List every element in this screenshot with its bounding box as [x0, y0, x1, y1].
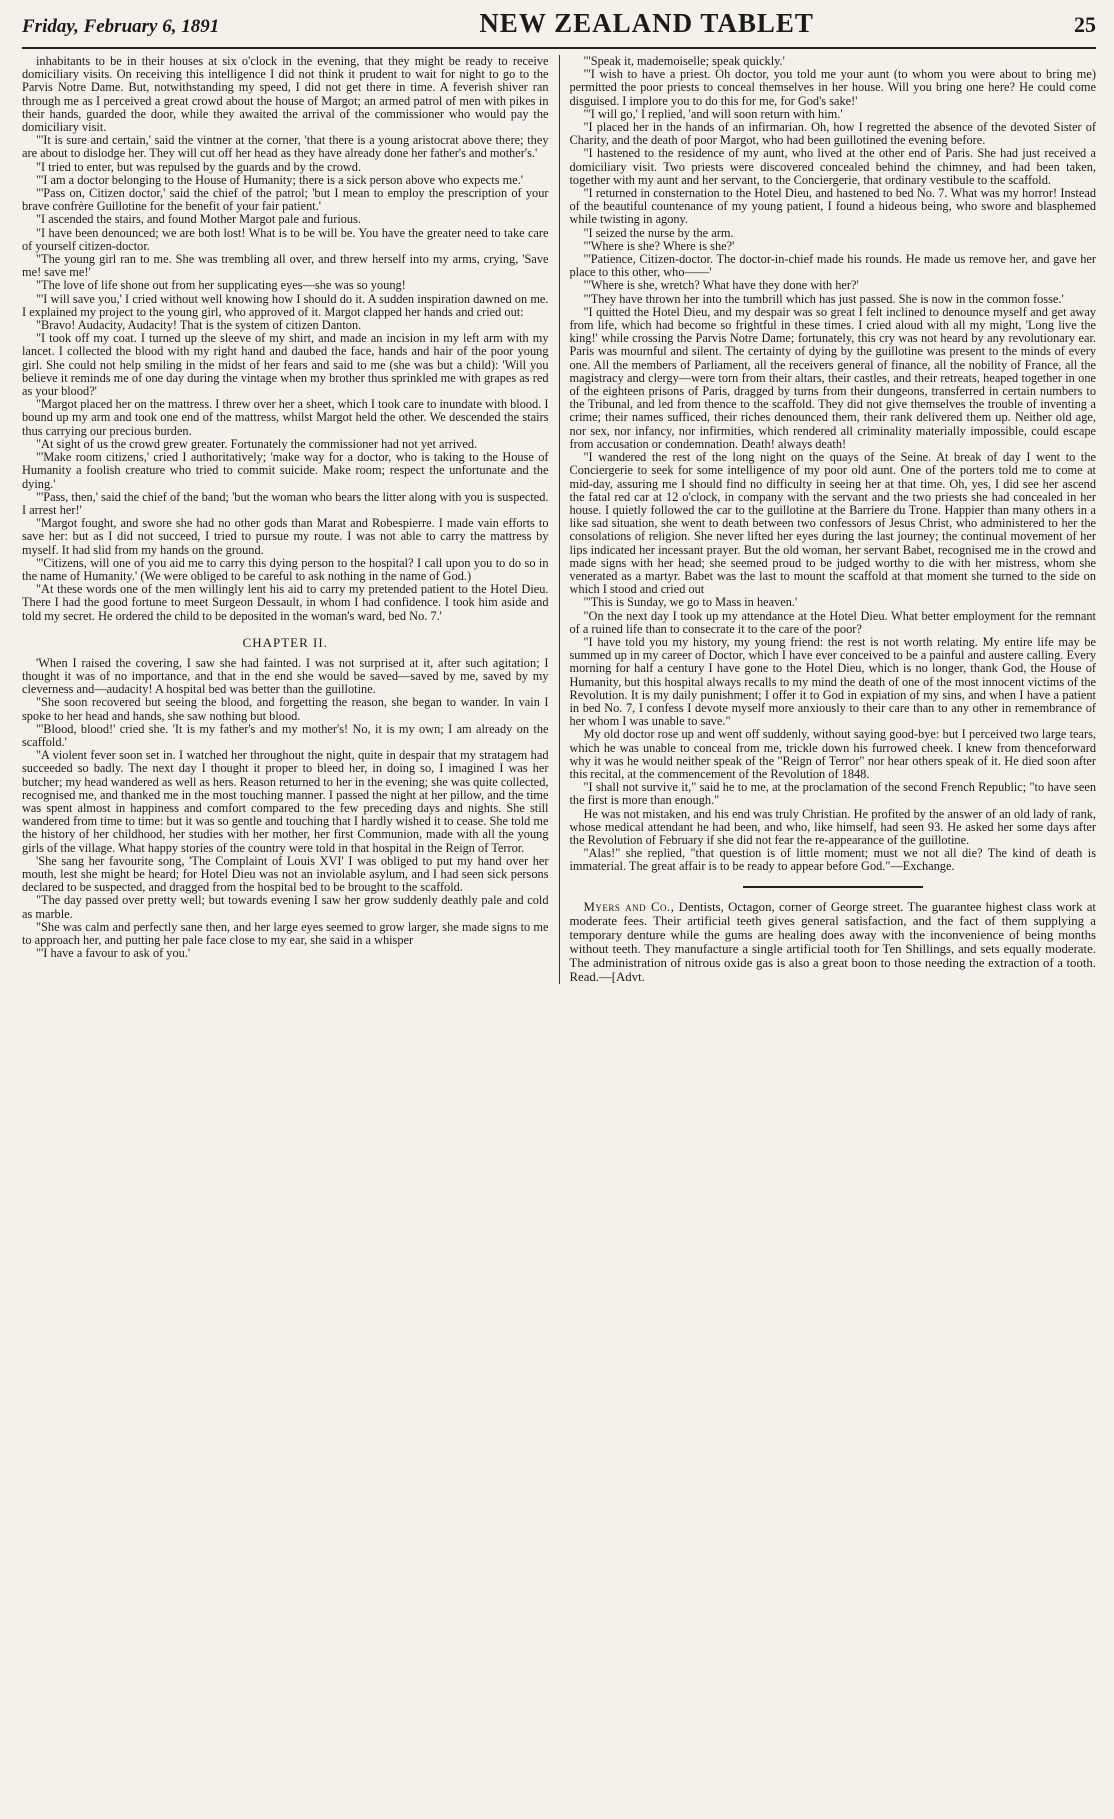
article-paragraph: "Bravo! Audacity, Audacity! That is the system of citizen Danton.	[36, 318, 362, 333]
issue-date: Friday, February 6, 1891	[22, 16, 220, 37]
article-paragraph: "'Citizens, will one of you aid me to carry this dying person to the hospital? I call upon you to do so in the name of Humanity.' (We were obliged to be careful to ask nothing in the name of God.)	[22, 555, 549, 583]
right-column	[560, 55, 1097, 984]
article-paragraph: "I have told you my history, my young friend: the rest is not worth relating. My entire life may be summed up in my career of Doctor, which I have ever conceived to be a painful and austere calling. Every morning for half a century I have gone to the Hotel Dieu, which is no longer, thank God, the House of Humanity, but this hospital always recalls to my mind the death of one of the most innocent victims of the Revolution. It is my daily punishment; I offer it to God in expiation of my sins, and when I have a patient in bed No. 7, I confess I devote myself more anxiously to their care than to any other in remembrance of her whom I was unable to save."	[569, 634, 1096, 729]
article-paragraph: "She was calm and perfectly sane then, and her large eyes seemed to grow larger, she made signs to me to approach her, and putting her pale face close to my ear, she said in a whisper	[22, 919, 549, 947]
article-paragraph: "At these words one of the men willingly lent his aid to carry my pretended patient to the Hotel Dieu. There I had the good fortune to meet Surgeon Dessault, in whom I had confidence. I took him aside and told my secret. He ordered the child to be deposited in the woman's ward, bed No. 7.'	[22, 582, 549, 623]
article-paragraph: "'Pass on, Citizen doctor,' said the chief of the patrol; 'but I mean to employ the prescription of your brave confrère Guillotine for the benefit of your fair patient.'	[22, 186, 549, 214]
advertisement	[570, 900, 1097, 984]
article-paragraph: "I ascended the stairs, and found Mother Margot pale and furious.	[36, 212, 361, 227]
section-rule	[743, 886, 923, 888]
article-paragraph: "A violent fever soon set in. I watched her throughout the night, quite in despair that my stratagem had succeeded so badly. The next day I thought it proper to bleed her, in doing so, I imagined I was her butcher; my head wandered as well as hers. Reason returned to her in the evening; she was quite collected, recognised me, and thanked me in the most touching manner. I passed the night at her pillow, and the time was spent almost in happiness and comfort compared to the few preceding days and nights. She still wandered from time to time: but it was so gentle and touching that I hardly wished it to cease. She told me the history of her childhood, her studies with her mother, her first Communion, made with all the young girls of the village. What happy stories of the country were told in that hospital in the Reign of Terror.	[22, 748, 549, 855]
masthead	[22, 8, 1096, 49]
right-paragraphs	[570, 55, 1097, 874]
article-paragraph: "'They have thrown her into the tumbrill which has just passed. She is now in the common fosse.'	[583, 291, 1064, 306]
article-paragraph: "'Patience, Citizen-doctor. The doctor-in-chief made his rounds. He made us remove her, and gave her place to this other, who——'	[569, 252, 1096, 280]
article-paragraph: "She soon recovered but seeing the blood, and forgetting the reason, she began to wander. In vain I spoke to her head and hands, she saw nothing but blood.	[22, 695, 549, 723]
article-paragraph: "I took off my coat. I turned up the sleeve of my shirt, and made an incision in my left arm with my lancet. I collected the blood with my right hand and daubed the face, hands and hair of the poor young girl. She could not help smiling in the midst of her fears and said to me (she was but a child): 'Will you believe it reminds me of one day during the vintage when my brother thus sprinkled me with grapes as red as your blood?'	[22, 331, 549, 399]
article-paragraph: 'She sang her favourite song, 'The Complaint of Louis XVI' I was obliged to put my hand over her mouth, lest she might be heard; for Hotel Dieu was not an inviolable asylum, and I had seen sick persons declared to be suspected, and dragged from the hospital bed to be brought to the scaffold.	[22, 853, 549, 895]
article-paragraph: "On the next day I took up my attendance at the Hotel Dieu. What better employment for the remnant of a ruined life than to consecrate it to the care of the poor?	[569, 608, 1096, 636]
article-paragraph: "'I wish to have a priest. Oh doctor, you told me your aunt (to whom you were about to bring me) permitted the poor priests to conceal themselves in her house. Will you bring one here? He could come disguised. I implore you to do this for me, for God's sake!'	[569, 67, 1096, 108]
article-paragraph: "'I am a doctor belonging to the House of Humanity; there is a sick person above who expects me.'	[36, 172, 523, 187]
article-paragraph: 'When I raised the covering, I saw she had fainted. I was not surprised at it, after such agitation; I thought it was of no importance, and that in the end she would be saved—saved by me, saved by my cleverness and—audacity! A hospital bed was better than the guillotine.	[22, 655, 549, 697]
article-paragraph: inhabitants to be in their houses at six o'clock in the evening, that they might be ready to receive domiciliary visits. On receiving this intelligence I did not think it prudent to wait for night to go to the Parvis Notre Dame. But, notwithstanding my speed, I did not get there in time. A feverish shiver ran through me as I perceived a great crowd about the house of Margot; an armed patrol of men with pikes in their hands, guarded the door, while they awaited the arrival of the commissioner who would pay the domiciliary visit.	[22, 55, 549, 135]
article-columns	[22, 55, 1096, 984]
article-paragraph: "The young girl ran to me. She was trembling all over, and threw herself into my arms, crying, 'Save me! save me!'	[22, 252, 549, 280]
article-paragraph: "I shall not survive it," said he to me, at the proclamation of the second French Republic; "to have seen the first is more than enough."	[569, 780, 1096, 808]
article-paragraph: "I placed her in the hands of an infirmarian. Oh, how I regretted the absence of the devoted Sister of Charity, and the death of poor Margot, who had been guillotined the evening before.	[569, 120, 1096, 148]
newspaper-title: NEW ZEALAND TABLET	[479, 8, 814, 38]
article-paragraph: "'It is sure and certain,' said the vintner at the corner, 'that there is a young aristocrat above there; they are about to dislodge her. They will cut off her head as they have already done her father's and mother's.'	[22, 133, 549, 161]
article-paragraph: My old doctor rose up and went off suddenly, without saying good-bye: but I perceived two large tears, which he was unable to conceal from me, trickle down his furrowed cheek. I knew from thenceforward why it was he would neither speak of the "Reign of Terror" nor hear others speak of it. He died soon after this recital, at the commencement of the Revolution of 1848.	[569, 727, 1096, 781]
article-paragraph: "At sight of us the crowd grew greater. Fortunately the commissioner had not yet arrived.	[36, 436, 478, 451]
chapter-heading: CHAPTER II.	[242, 634, 328, 650]
advert-paragraph	[570, 900, 1097, 984]
left-column	[22, 55, 560, 984]
section-rule-wrap	[570, 886, 1097, 888]
article-paragraph: "I returned in consternation to the Hotel Dieu, and hastened to bed No. 7. What was my horror! Instead of the beautiful countenance of my young patient, I found a hideous being, who swore and blasphemed while twisting in agony.	[569, 186, 1096, 227]
left-paragraphs	[22, 55, 549, 623]
article-paragraph: "'Where is she, wretch? What have they done with her?'	[583, 278, 859, 293]
advert-firm: Myers and Co.,	[583, 899, 675, 914]
article-paragraph: "'I will go,' I replied, 'and will soon return with him.'	[583, 106, 843, 121]
article-paragraph: "'Pass, then,' said the chief of the band; 'but the woman who bears the litter along with you is suspected. I arrest her!'	[22, 489, 549, 517]
article-paragraph: "'Where is she? Where is she?'	[583, 238, 735, 253]
advert-text: Dentists, Octagon, corner of George street. The guarantee highest class work at moderate fees. Their artificial teeth gives general satisfaction, and the fact of them supplying a temporary denture while the gums are healing does away with the inconvenience of being months without teeth. They manufacture a single artificial tooth for Ten Shillings, and sets equally moderate. The administration of nitrous oxide gas is also a great boon to those needing the extraction of a tooth. Read.—[Advt.	[569, 899, 1096, 984]
article-paragraph: "'I have a favour to ask of you.'	[36, 946, 191, 961]
chapter-paragraphs	[22, 657, 549, 961]
page-number: 25	[1074, 12, 1096, 37]
article-paragraph: "'This is Sunday, we go to Mass in heaven.'	[583, 595, 798, 610]
article-paragraph: "Margot placed her on the mattress. I threw over her a sheet, which I took care to inundate with blood. I bound up my arm and took one end of the mattress, whilst Margot held the other. We descended the stairs thus carrying our precious burden.	[22, 397, 549, 438]
article-paragraph: "The day passed over pretty well; but towards evening I saw her grow suddenly deathly pale and cold as marble.	[22, 893, 549, 921]
article-paragraph: "I tried to enter, but was repulsed by the guards and by the crowd.	[36, 159, 362, 174]
article-paragraph: "I hastened to the residence of my aunt, who lived at the other end of Paris. She had just received a domiciliary visit. Two priests were discovered concealed behind the chimney, and had been taken, together with my aunt and her servant, to the Conciergerie, that ordinary vestibule to the scaffold.	[569, 146, 1096, 187]
article-paragraph: "The love of life shone out from her supplicating eyes—she was so young!	[36, 278, 406, 293]
article-paragraph: "I quitted the Hotel Dieu, and my despair was so great I felt inclined to denounce myself and get away from life, which had become so frightful in these times. I cried aloud with all my might, 'Long live the king!' while crossing the Parvis Notre Dame; fortunately, this cry was not heard by any revolutionary ear. Paris was mournful and silent. The certainty of dying by the guillotine was present to the minds of every one. All the members of Parliament, all the receivers general of finance, all the nobility of France, all the magistracy and clergy—were torn from their altars, their castles, and their retreats, heaped together in one of the eighteen prisons of Paris, dragged by turns from their dungeons, transferred in certain numbers to the Tribunal, and led from thence to the scaffold. They did not give themselves the trouble of inventing a crime; their names sufficed, their riches denounced them, their rank delivered them up. Neither old age, nor sex, nor infancy, nor infirmities, which rendered all criminality materially impossible, could escape from accusation or condemnation. Death! always death!	[569, 304, 1096, 451]
article-paragraph: "Alas!" she replied, "that question is of little moment; must we not all die? The kind of death is immaterial. The great affair is to be ready to appear before God."—Exchange.	[569, 846, 1096, 874]
article-paragraph: "'Make room citizens,' cried I authoritatively; 'make way for a doctor, who is taking to the House of Humanity a foolish creature who tried to commit suicide. Make room; respect the unfortunate and the dying.'	[22, 450, 549, 491]
article-paragraph: "'Blood, blood!' cried she. 'It is my father's and my mother's! No, it is my own; I am already on the scaffold.'	[22, 721, 549, 749]
article-paragraph: "I wandered the rest of the long night on the quays of the Seine. At break of day I went to the Conciergerie to seek for some intelligence of my poor old aunt. One of the porters told me to come at mid-day, assuring me I should find no difficulty in seeing her at that time. Oh, yes, I did see her ascend the fatal red car at 12 o'clock, in company with the servant and the two priests she had concealed in her house. I quietly followed the car to the guillotine at the Barriere du Trone. Happier than many others in a like sad situation, she went to death between two confessors of Jesus Christ, who administered to her the consolations of religion. She never lifted her eyes during the last journey; the continual movement of her lips indicated her incessant prayer. But the old woman, her servant Babet, recognised me in the crowd and made signs with her head; she seemed proud to be judged worthy to die with her mistress, whom she venerated as a martyr. Babet was the last to mount the scaffold at that moment she turned to the side on which I stood and cried out	[569, 450, 1096, 597]
article-paragraph: "'Speak it, mademoiselle; speak quickly.'	[583, 55, 785, 68]
article-paragraph: He was not mistaken, and his end was truly Christian. He profited by the answer of an old lady of rank, whose medical attendant he had been, and who, like himself, had seen 93. He asked her some days after the Revolution of February if she did not fear the re-appearance of the guillotine.	[569, 806, 1096, 847]
article-paragraph: "I have been denounced; we are both lost! What is to be will be. You have the greater need to take care of yourself citizen-doctor.	[22, 225, 549, 253]
article-paragraph: "'I will save you,' I cried without well knowing how I should do it. A sudden inspiration dawned on me. I explained my project to the young girl, who approved of it. Margot clapped her hands and cried out:	[22, 291, 549, 319]
article-paragraph: "I seized the nurse by the arm.	[583, 225, 734, 240]
article-paragraph: "Margot fought, and swore she had no other gods than Marat and Robespierre. I made vain efforts to save her: but as I did not succeed, I tried to pursue my route. I was not able to carry the mattress by myself. It had slid from my hands on the ground.	[22, 516, 549, 557]
